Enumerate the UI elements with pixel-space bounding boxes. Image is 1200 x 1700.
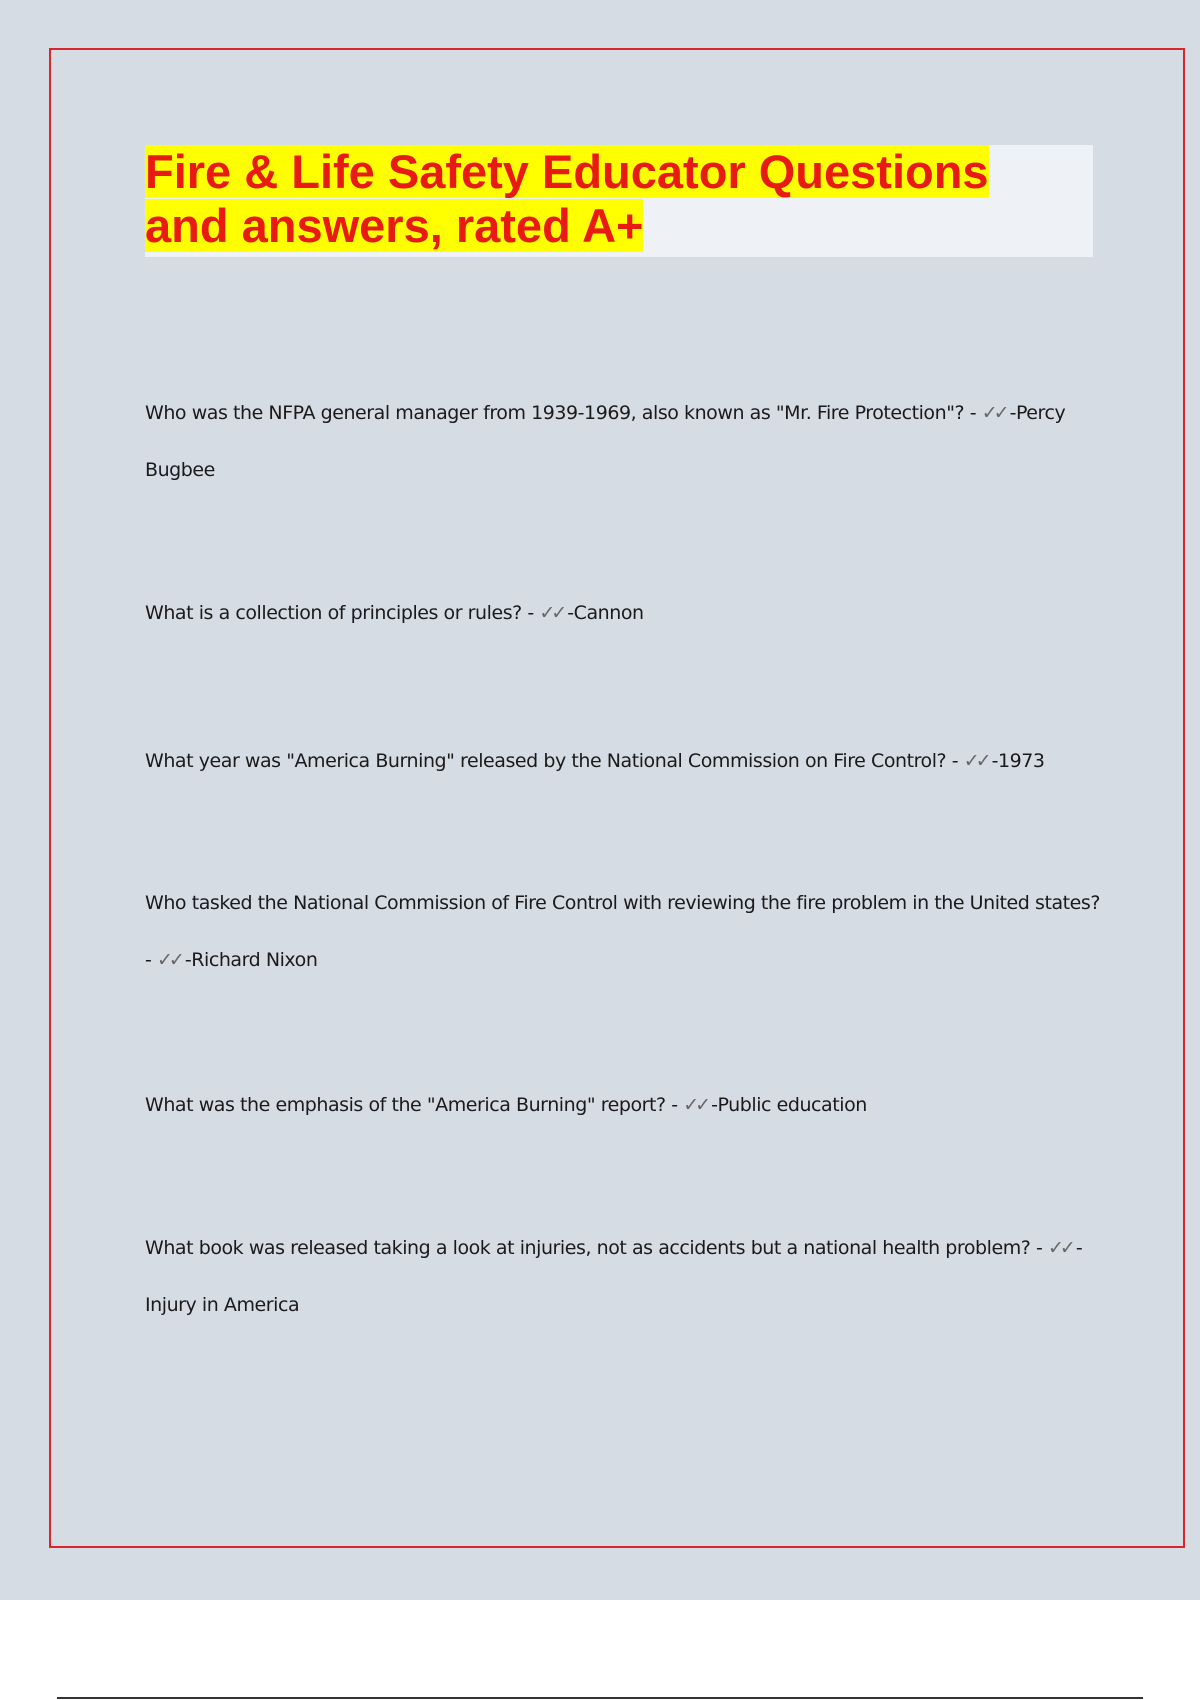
- qa-item: [145, 385, 1105, 499]
- answer-text: -Cannon: [567, 602, 644, 624]
- qa-item: [145, 733, 1105, 790]
- qa-item: [145, 585, 1105, 642]
- double-check-icon: ✓✓: [981, 402, 1006, 424]
- double-check-icon: ✓✓: [539, 602, 564, 624]
- question-text: What is a collection of principles or rules? -: [145, 602, 540, 624]
- qa-item: [145, 875, 1105, 989]
- question-text: What was the emphasis of the "America Burning" report? -: [145, 1094, 684, 1116]
- question-text: What year was "America Burning" released by the National Commission on Fire Control? -: [145, 750, 964, 772]
- double-check-icon: ✓✓: [157, 949, 181, 971]
- question-text: What book was released taking a look at injuries, not as accidents but a national health problem? -: [145, 1237, 1048, 1259]
- qa-item: [145, 1077, 1105, 1134]
- double-check-icon: ✓✓: [683, 1094, 708, 1116]
- qa-item: [145, 1220, 1105, 1334]
- document-title: [145, 145, 989, 253]
- double-check-icon: ✓✓: [963, 750, 988, 772]
- title-line-1: Fire & Life Safety Educator Questions: [145, 145, 989, 198]
- question-text: Who tasked the National Commission of Fire Control with reviewing the fire problem in the United states? -: [145, 892, 1100, 971]
- answer-text: -Richard Nixon: [184, 949, 318, 971]
- title-line-2: and answers, rated A+: [145, 199, 644, 252]
- double-check-icon: ✓✓: [1048, 1237, 1072, 1259]
- title-block: [145, 145, 1093, 257]
- answer-text: -Injury in America: [145, 1237, 1083, 1316]
- answer-text: -Public education: [711, 1094, 867, 1116]
- question-text: Who was the NFPA general manager from 1939-1969, also known as "Mr. Fire Protection"? -: [145, 402, 982, 424]
- answer-text: -1973: [991, 750, 1045, 772]
- footer-rule: [57, 1697, 1143, 1699]
- answer-text: -Percy Bugbee: [145, 402, 1066, 481]
